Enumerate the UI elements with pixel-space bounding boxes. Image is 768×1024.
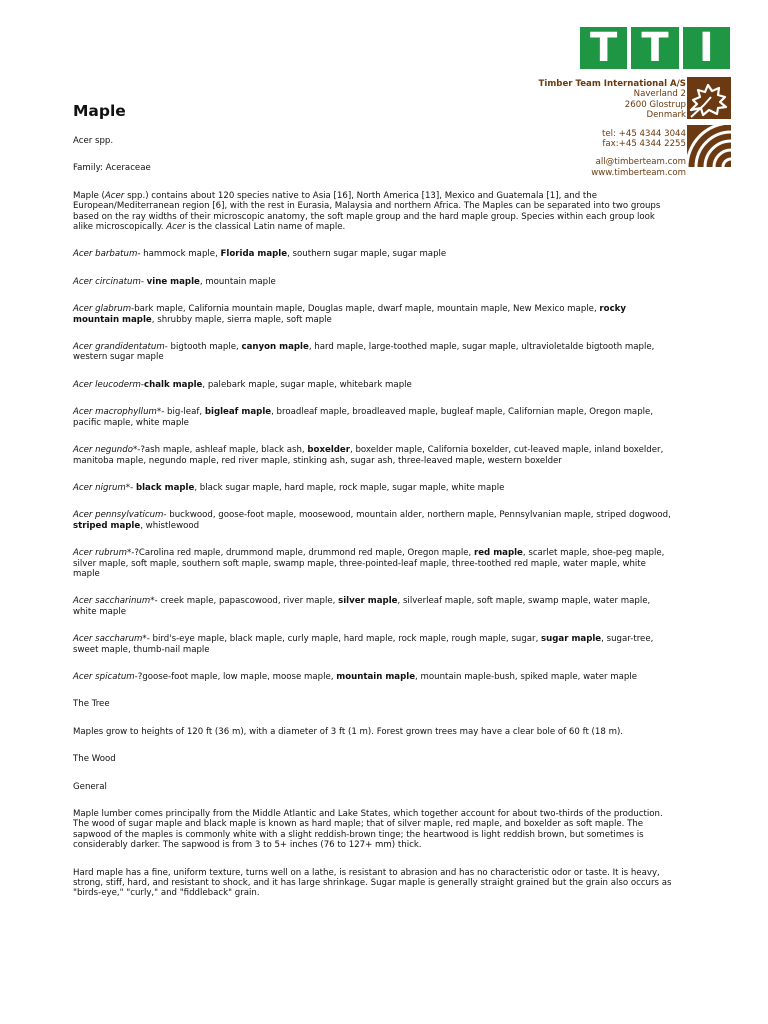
document-body <box>73 101 673 916</box>
tree-heading: The Tree <box>73 699 110 710</box>
text-run: *-?ash maple, ashleaf maple, black ash, <box>132 445 308 456</box>
text-run: *- creek maple, papascowood, river maple, <box>150 596 339 607</box>
italic-text: Acer saccharinum <box>73 596 151 607</box>
italic-text: Acer <box>166 222 186 233</box>
text-run: is the classical Latin name of maple. <box>185 222 346 233</box>
bold-text: red maple <box>473 548 523 559</box>
italic-text: Acer macrophyllum <box>73 407 157 418</box>
text-run: , sugar-tree, sweet maple, thumb-nail maple <box>73 634 654 655</box>
text-run: - <box>140 276 147 287</box>
species-entry <box>73 249 673 259</box>
text-run: , mountain maple-bush, spiked maple, water maple <box>415 671 638 682</box>
company-name: Timber Team International A/S <box>538 79 686 89</box>
text-run: , mountain maple <box>199 276 276 287</box>
wood-heading: The Wood <box>73 754 116 765</box>
address-line: Naverland 2 <box>633 89 686 100</box>
species-entry <box>73 634 673 655</box>
text-run: *-?Carolina red maple, drummond maple, drummond red maple, Oregon maple, <box>126 548 474 559</box>
text-run: , boxelder maple, California boxelder, cut-leaved maple, inland boxelder, manitoba maple, negundo maple, red river maple, stinking ash, sugar ash, three-leaved maple, western boxelder <box>73 445 664 466</box>
leaf-emblem-icon <box>687 77 731 119</box>
company-website: www.timberteam.com <box>591 167 686 178</box>
address-line: 2600 Glostrup <box>624 99 686 110</box>
italic-text: Acer negundo <box>73 445 133 456</box>
company-logo <box>580 27 730 69</box>
italic-text: Acer spicatum <box>73 671 135 682</box>
species-entry <box>73 510 673 531</box>
genus-line: Acer spp. <box>73 136 114 146</box>
logo-letter: T <box>641 25 669 71</box>
species-entry <box>73 277 673 287</box>
text-run: , silverleaf maple, soft maple, swamp maple, water maple, white maple <box>73 596 651 617</box>
logo-tile <box>683 27 730 69</box>
text-run: , black sugar maple, hard maple, rock maple, sugar maple, white maple <box>194 482 505 493</box>
text-run: , southern sugar maple, sugar maple <box>287 249 447 260</box>
logo-letter: T <box>590 25 618 71</box>
general-paragraph: Hard maple has a fine, uniform texture, turns well on a lathe, is resistant to abrasion and has no characteristic odor or taste. It is heavy, strong, stiff, hard, and resistant to shock, and it has large shrinkage. Sugar maple is generally straight grained but the grain also occurs as "birds-eye," "curly," and "fiddleback" grain. <box>73 867 672 899</box>
bold-text: chalk maple <box>144 379 203 390</box>
family-line: Family: Aceraceae <box>73 163 151 174</box>
italic-text: Acer circinatum <box>73 276 141 287</box>
logo-tile <box>580 27 627 69</box>
text-run: Maple ( <box>73 190 105 201</box>
text-run: , scarlet maple, shoe-peg maple, silver maple, soft maple, southern soft maple, swamp maple, three-pointed-leaf maple, three-toothed red maple, water maple, white maple <box>73 548 665 579</box>
bold-text: rocky mountain maple <box>73 304 626 325</box>
italic-text: Acer saccharum <box>73 634 143 645</box>
phone-number: tel: +45 4344 3044 <box>601 128 686 139</box>
text-run: -?goose-foot maple, low maple, moose maple, <box>134 671 337 682</box>
text-run: , palebark maple, sugar maple, whitebark maple <box>202 379 412 390</box>
text-run: - bigtooth maple, <box>164 342 242 353</box>
bold-text: bigleaf maple <box>204 407 272 418</box>
species-entry <box>73 445 673 466</box>
italic-text: Acer <box>104 190 125 201</box>
company-email: all@timberteam.com <box>595 157 686 168</box>
fax-number: fax:+45 4344 2255 <box>602 139 686 150</box>
bold-text: black maple <box>135 482 195 493</box>
text-run: , hard maple, large-toothed maple, sugar maple, ultravioletalde bigtooth maple, western sugar maple <box>73 342 655 363</box>
italic-text: Acer leucoderm <box>73 379 141 390</box>
italic-text: Acer glabrum <box>73 304 132 315</box>
address-line: Denmark <box>646 110 686 121</box>
species-entry <box>73 380 673 390</box>
italic-text: Acer barbatum <box>73 249 138 260</box>
species-entry <box>73 672 673 682</box>
species-entry <box>73 304 673 325</box>
tree-paragraph: Maples grow to heights of 120 ft (36 m), with a diameter of 3 ft (1 m). Forest grown trees may have a clear bole of 60 ft (18 m). <box>73 726 624 737</box>
text-run: -bark maple, California mountain maple, Douglas maple, dwarf maple, mountain maple, New Mexico maple, <box>131 304 600 315</box>
text-run: *- bird's-eye maple, black maple, curly maple, hard maple, rock maple, rough maple, sugar, <box>142 634 542 645</box>
logo-letter: I <box>698 25 714 71</box>
bold-text: striped maple <box>73 520 141 531</box>
bold-text: mountain maple <box>336 671 416 682</box>
text-run: - hammock maple, <box>137 249 221 260</box>
text-run: *- big-leaf, <box>156 407 205 418</box>
general-heading: General <box>73 781 107 792</box>
text-run: - buckwood, goose-foot maple, moosewood, mountain alder, northern maple, Pennsylvanian maple, striped dogwood, <box>163 510 671 521</box>
species-entry <box>73 596 673 617</box>
page-title: Maple <box>73 102 126 120</box>
bold-text: silver maple <box>338 596 398 607</box>
species-entry <box>73 342 673 363</box>
intro-paragraph <box>73 191 673 233</box>
text-run: spp.) contains about 120 species native to Asia [16], North America [13], Mexico and Guatemala [1], and the European/Mediterranean region [6], with the rest in Eurasia, Malaysia and northern Africa. The Maples can be separated into two groups based on the ray widths of their microscopic anatomy, the soft maple group and the hard maple group. Species within each group look alike microscopically. <box>73 190 661 233</box>
italic-text: Acer rubrum <box>73 548 127 559</box>
italic-text: Acer grandidentatum <box>73 342 165 353</box>
text-run: - <box>140 379 145 390</box>
species-entry <box>73 548 673 579</box>
italic-text: Acer pennsylvaticum <box>73 510 164 521</box>
general-paragraph: Maple lumber comes principally from the Middle Atlantic and Lake States, which together account for about two-thirds of the production. The wood of sugar maple and black maple is known as hard maple; that of silver maple, red maple, and boxelder as soft maple. The sapwood of the maples is commonly white with a slight reddish-brown tinge; the heartwood is light reddish brown, but sometimes is considerably darker. The sapwood is from 3 to 5+ inches (76 to 127+ mm) thick. <box>73 809 663 851</box>
bold-text: boxelder <box>307 445 350 456</box>
bold-text: vine maple <box>146 276 200 287</box>
species-list <box>73 249 673 682</box>
species-entry <box>73 407 673 428</box>
text-run: , whistlewood <box>140 520 200 531</box>
text-run: , broadleaf maple, broadleaved maple, bugleaf maple, Californian maple, Oregon maple, pacific maple, white maple <box>73 407 654 428</box>
text-run: *- <box>125 482 136 493</box>
text-run: , shrubby maple, sierra maple, soft maple <box>151 314 332 325</box>
bold-text: canyon maple <box>241 342 309 353</box>
tree-rings-icon <box>687 125 731 167</box>
species-entry <box>73 483 673 493</box>
bold-text: Florida maple <box>220 249 288 260</box>
bold-text: sugar maple <box>541 634 602 645</box>
italic-text: Acer nigrum <box>73 482 126 493</box>
logo-tile <box>631 27 678 69</box>
